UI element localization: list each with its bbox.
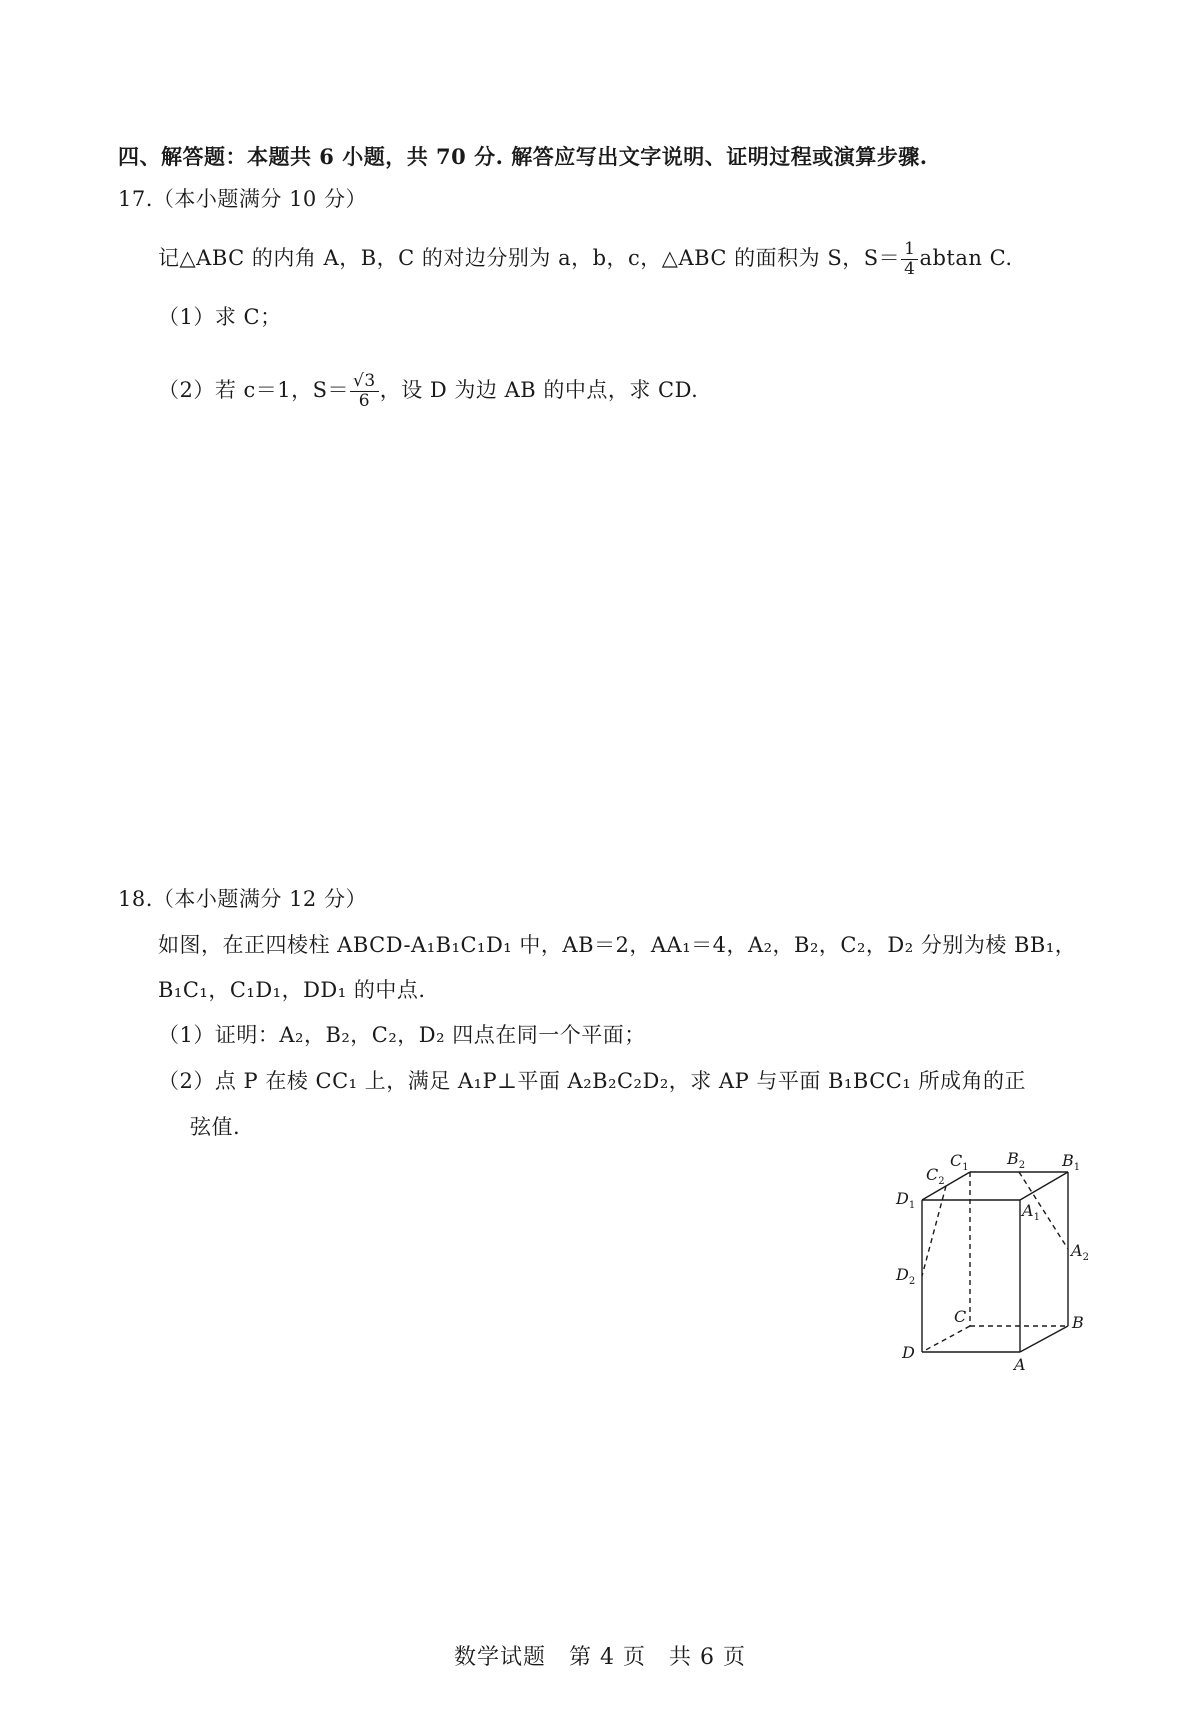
problem-17-part-2-prefix: （2）若 c＝1，S＝ bbox=[158, 378, 350, 402]
fraction-denominator: 4 bbox=[904, 259, 916, 279]
fraction-one-quarter bbox=[901, 240, 918, 279]
problem-17-part-2-suffix: ，设 D 为边 AB 的中点，求 CD. bbox=[379, 378, 699, 402]
label-b2: $B_2$ bbox=[1007, 1150, 1026, 1171]
label-b1: $B_1$ bbox=[1062, 1151, 1081, 1173]
problem-17-statement bbox=[158, 240, 1013, 279]
problem-17-part-2 bbox=[158, 372, 698, 411]
label-d1: $D_1$ bbox=[896, 1189, 916, 1211]
problem-17-header: 17.（本小题满分 10 分） bbox=[118, 187, 367, 211]
prism-figure bbox=[890, 1150, 1100, 1390]
label-a2: $A_2$ bbox=[1071, 1241, 1089, 1263]
problem-17-part-1: （1）求 C； bbox=[158, 305, 282, 329]
problem-17-statement-prefix: 记△ABC 的内角 A，B，C 的对边分别为 a，b，c，△ABC 的面积为 S，S＝ bbox=[158, 246, 901, 270]
fraction-numerator: 1 bbox=[901, 240, 918, 260]
edge-a1-b1 bbox=[1020, 1172, 1068, 1200]
edge-c-d-hidden bbox=[922, 1326, 970, 1352]
problem-18-statement-line-2: B₁C₁，C₁D₁，DD₁ 的中点. bbox=[158, 978, 426, 1002]
problem-18-part-1: （1）证明：A₂，B₂，C₂，D₂ 四点在同一个平面； bbox=[158, 1023, 646, 1047]
label-b: B bbox=[1072, 1313, 1084, 1332]
label-d2: $D_2$ bbox=[896, 1265, 916, 1287]
label-c1: $C_1$ bbox=[950, 1151, 969, 1173]
page-footer: 数学试题 第 4 页 共 6 页 bbox=[454, 1645, 746, 1670]
problem-18-header: 18.（本小题满分 12 分） bbox=[118, 887, 367, 911]
problem-18-statement-line-1: 如图，在正四棱柱 ABCD-A₁B₁C₁D₁ 中，AB＝2，AA₁＝4，A₂，B₂，C₂，D₂ 分别为棱 BB₁， bbox=[158, 933, 1077, 957]
label-c2: $C_2$ bbox=[926, 1165, 945, 1187]
problem-18-part-2-line-1: （2）点 P 在棱 CC₁ 上，满足 A₁P⊥平面 A₂B₂C₂D₂，求 AP 与平面 B₁BCC₁ 所成角的正 bbox=[158, 1069, 1026, 1093]
edge-a-b bbox=[1020, 1326, 1068, 1352]
section-heading: 四、解答题：本题共 6 小题，共 70 分. 解答应写出文字说明、证明过程或演算步骤. bbox=[118, 144, 928, 169]
problem-18-part-2-line-2: 弦值. bbox=[190, 1115, 241, 1139]
fraction-numerator: √3 bbox=[350, 372, 379, 392]
label-a: A bbox=[1014, 1355, 1026, 1374]
label-a1: $A_1$ bbox=[1022, 1201, 1040, 1223]
fraction-sqrt3-over-6 bbox=[350, 372, 379, 411]
label-c: C bbox=[954, 1307, 967, 1326]
label-d: D bbox=[902, 1343, 915, 1362]
fraction-denominator: 6 bbox=[358, 391, 371, 411]
problem-17-statement-suffix: abtan C. bbox=[919, 246, 1013, 270]
